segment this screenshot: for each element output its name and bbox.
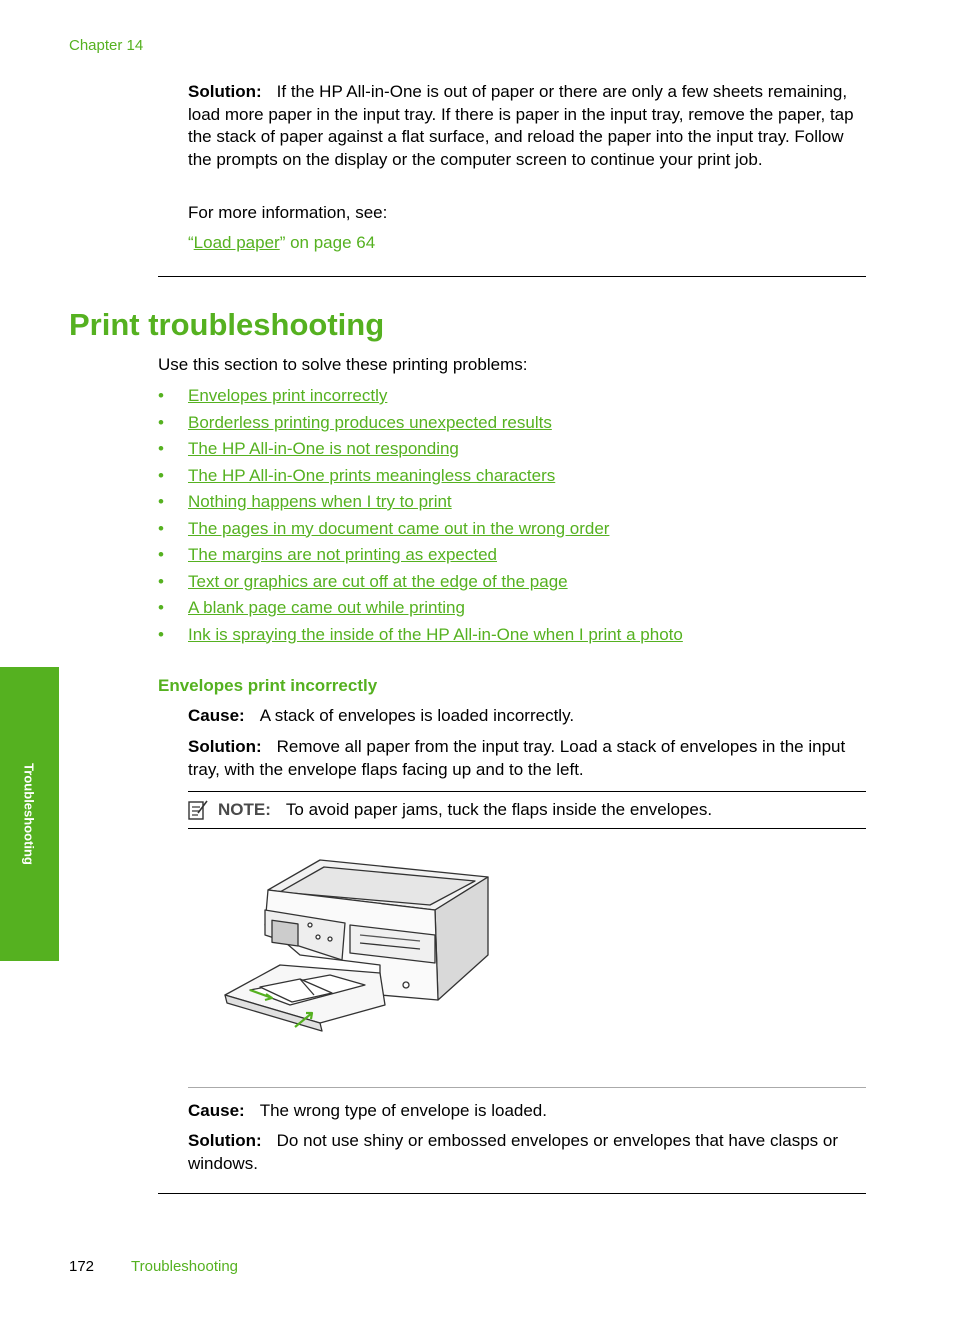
subsection-heading: Envelopes print incorrectly [158, 676, 378, 695]
solution-text: Do not use shiny or embossed envelopes or envelopes that have clasps or windows. [188, 1131, 838, 1173]
link-not-responding[interactable]: The HP All-in-One is not responding [188, 439, 459, 458]
cause-paragraph-1 [188, 705, 868, 728]
link-margins[interactable]: The margins are not printing as expected [188, 545, 498, 564]
solution-text: Remove all paper from the input tray. Load a stack of envelopes in the input tray, with the envelope flaps facing up and to the left. [188, 737, 846, 779]
list-item [158, 622, 683, 649]
side-tab [0, 667, 59, 961]
load-paper-reference [188, 232, 868, 255]
list-item [158, 569, 683, 596]
list-item [158, 542, 683, 569]
ref-page-text: ” on page 64 [279, 233, 376, 252]
bullet-icon: • [158, 439, 164, 458]
solution-label: Solution: [188, 82, 262, 101]
problem-link-list [158, 383, 683, 648]
bullet-icon: • [158, 571, 164, 591]
cause-label: Cause: [188, 706, 245, 725]
solution-paragraph [188, 81, 868, 171]
link-meaningless-characters[interactable]: The HP All-in-One prints meaningless characters [188, 465, 556, 485]
bullet-icon: • [158, 545, 164, 564]
link-wrong-order[interactable]: The pages in my document came out in the wrong order [188, 518, 610, 538]
solution-paragraph-1 [188, 736, 868, 781]
section-divider [158, 276, 866, 277]
section-intro: Use this section to solve these printing problems: [158, 355, 528, 374]
bullet-icon: • [158, 492, 164, 511]
note-text: To avoid paper jams, tuck the flaps inside the envelopes. [285, 800, 713, 819]
note-box [188, 791, 866, 829]
link-nothing-happens[interactable]: Nothing happens when I try to print [188, 492, 452, 511]
link-borderless-printing[interactable]: Borderless printing produces unexpected results [188, 412, 552, 432]
load-paper-link[interactable]: Load paper [193, 233, 280, 252]
list-item [158, 383, 683, 410]
page-number: 172 [69, 1258, 95, 1275]
solution-label: Solution: [188, 1131, 262, 1150]
illustration-divider [188, 1087, 866, 1088]
solution-text: If the HP All-in-One is out of paper or there are only a few sheets remaining, load more paper in the input tray. If there is paper in the input tray, remove the paper, tap the stack of paper against a flat surface, and reload the paper into the input tray. Follow the prompts on the display or the computer screen to continue your print job. [188, 82, 854, 169]
bullet-icon: • [158, 465, 164, 485]
list-item [158, 410, 683, 437]
link-envelopes-print-incorrectly[interactable]: Envelopes print incorrectly [188, 386, 388, 405]
bullet-icon: • [158, 412, 164, 432]
cause-text: The wrong type of envelope is loaded. [259, 1101, 547, 1120]
printer-illustration [220, 855, 500, 1040]
list-item [158, 516, 683, 543]
footer-title: Troubleshooting [131, 1258, 239, 1275]
link-ink-spraying[interactable]: Ink is spraying the inside of the HP All-in-One when I print a photo [188, 624, 683, 644]
bullet-icon: • [158, 598, 164, 617]
bottom-divider [158, 1193, 866, 1194]
link-cut-off[interactable]: Text or graphics are cut off at the edge of the page [188, 571, 568, 591]
solution-label: Solution: [188, 737, 262, 756]
cause-label: Cause: [188, 1101, 245, 1120]
cause-paragraph-2 [188, 1100, 868, 1123]
side-tab-label: Troubleshooting [21, 763, 37, 865]
bullet-icon: • [158, 624, 164, 644]
note-label: NOTE: [218, 800, 271, 819]
ref-open-quote: “ [188, 233, 194, 252]
list-item [158, 489, 683, 516]
bullet-icon: • [158, 518, 164, 538]
link-blank-page[interactable]: A blank page came out while printing [188, 598, 465, 617]
list-item [158, 436, 683, 463]
chapter-label: Chapter 14 [69, 37, 144, 54]
cause-text: A stack of envelopes is loaded incorrectly. [259, 706, 575, 725]
note-content [218, 800, 712, 820]
list-item [158, 595, 683, 622]
list-item [158, 463, 683, 490]
page-title: Print troubleshooting [69, 307, 385, 342]
more-info-text: For more information, see: [188, 203, 388, 222]
note-icon [188, 799, 208, 821]
bullet-icon: • [158, 386, 164, 405]
solution-paragraph-2 [188, 1130, 868, 1175]
